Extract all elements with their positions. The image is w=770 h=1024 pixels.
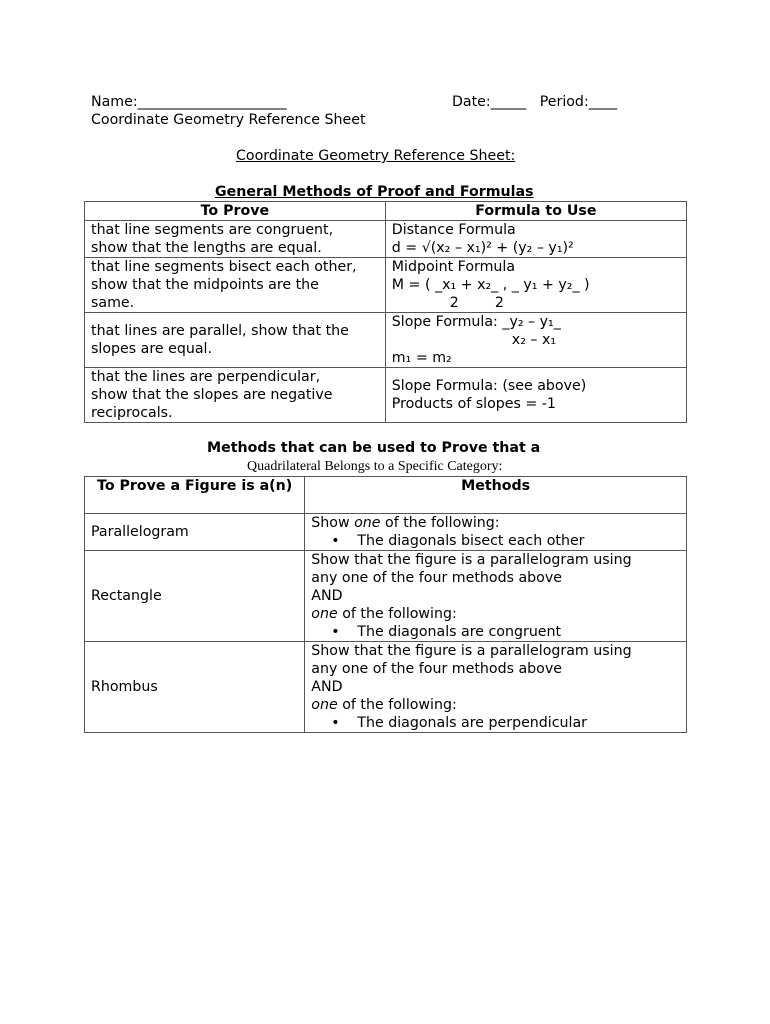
- formula-cell: [385, 313, 686, 368]
- col-header-methods: Methods: [305, 477, 687, 514]
- section2-title: Methods that can be used to Prove that a: [207, 440, 541, 456]
- table-row: [85, 221, 687, 258]
- table-row: [85, 642, 687, 733]
- list-item: • The diagonals are perpendicular: [331, 715, 588, 731]
- table-row: [85, 368, 687, 423]
- col-header-figure: To Prove a Figure is a(n): [85, 477, 305, 514]
- section2-subtitle: Quadrilateral Belongs to a Specific Category:: [247, 459, 503, 474]
- midpoint-formula-name: Midpoint Formula: [391, 259, 516, 275]
- date-blank[interactable]: _____: [490, 94, 527, 110]
- list-item: • The diagonals bisect each other: [331, 533, 585, 549]
- figure-cell-rectangle: Rectangle: [85, 551, 305, 642]
- list-item: • The diagonals are congruent: [331, 624, 562, 640]
- table-header-row: [85, 477, 687, 514]
- distance-formula-name: Distance Formula: [391, 222, 516, 238]
- prove-cell: that the lines are perpendicular, show that the slopes are negative reciprocals.: [85, 368, 386, 423]
- formula-cell: [385, 258, 686, 313]
- parallel-condition: m₁ = m₂: [391, 350, 452, 366]
- midpoint-formula: M = ( _x₁ + x₂_ , _ y₁ + y₂_ ): [391, 277, 590, 293]
- col-header-formula: Formula to Use: [385, 202, 686, 221]
- slope-denominator: x₂ – x₁: [511, 332, 557, 348]
- name-blank[interactable]: _____________________: [137, 94, 287, 110]
- prove-cell: that line segments bisect each other, show that the midpoints are the same.: [85, 258, 386, 313]
- slope-numerator: _y₂ – y₁_: [502, 314, 561, 330]
- figure-cell-rhombus: Rhombus: [85, 642, 305, 733]
- figure-cell-parallelogram: Parallelogram: [85, 514, 305, 551]
- sheet-title: Coordinate Geometry Reference Sheet:: [236, 148, 516, 164]
- methods-cell: Show that the figure is a parallelogram using any one of the four methods above AND one of the following: • The diagonals are congruent: [305, 551, 687, 642]
- table-row: [85, 258, 687, 313]
- col-header-to-prove: To Prove: [85, 202, 386, 221]
- proof-formulas-table: [84, 201, 687, 423]
- slope-formula-name: Slope Formula:: [391, 314, 498, 330]
- table-header-row: [85, 202, 687, 221]
- midpoint-denominators: 2 2: [449, 295, 504, 311]
- name-line: Name:_____________________: [91, 94, 287, 110]
- table-row: [85, 313, 687, 368]
- table-row: [85, 514, 687, 551]
- formula-cell: Slope Formula: (see above) Products of slopes = -1: [385, 368, 686, 423]
- methods-cell: Show that the figure is a parallelogram using any one of the four methods above AND one of the following: • The diagonals are perpendicular: [305, 642, 687, 733]
- date-period-line: Date:_____ Period:____: [452, 94, 618, 110]
- table-row: [85, 551, 687, 642]
- period-blank[interactable]: ____: [588, 94, 618, 110]
- prove-cell: that line segments are congruent, show that the lengths are equal.: [85, 221, 386, 258]
- methods-cell: Show one of the following: • The diagonals bisect each other: [305, 514, 687, 551]
- subtitle: Coordinate Geometry Reference Sheet: [91, 112, 366, 128]
- distance-formula: d = √(x₂ – x₁)² + (y₂ – y₁)²: [391, 240, 574, 256]
- formula-cell: [385, 221, 686, 258]
- prove-cell: that lines are parallel, show that the slopes are equal.: [85, 313, 386, 368]
- section1-title: General Methods of Proof and Formulas: [215, 184, 534, 200]
- quadrilateral-methods-table: [84, 476, 687, 733]
